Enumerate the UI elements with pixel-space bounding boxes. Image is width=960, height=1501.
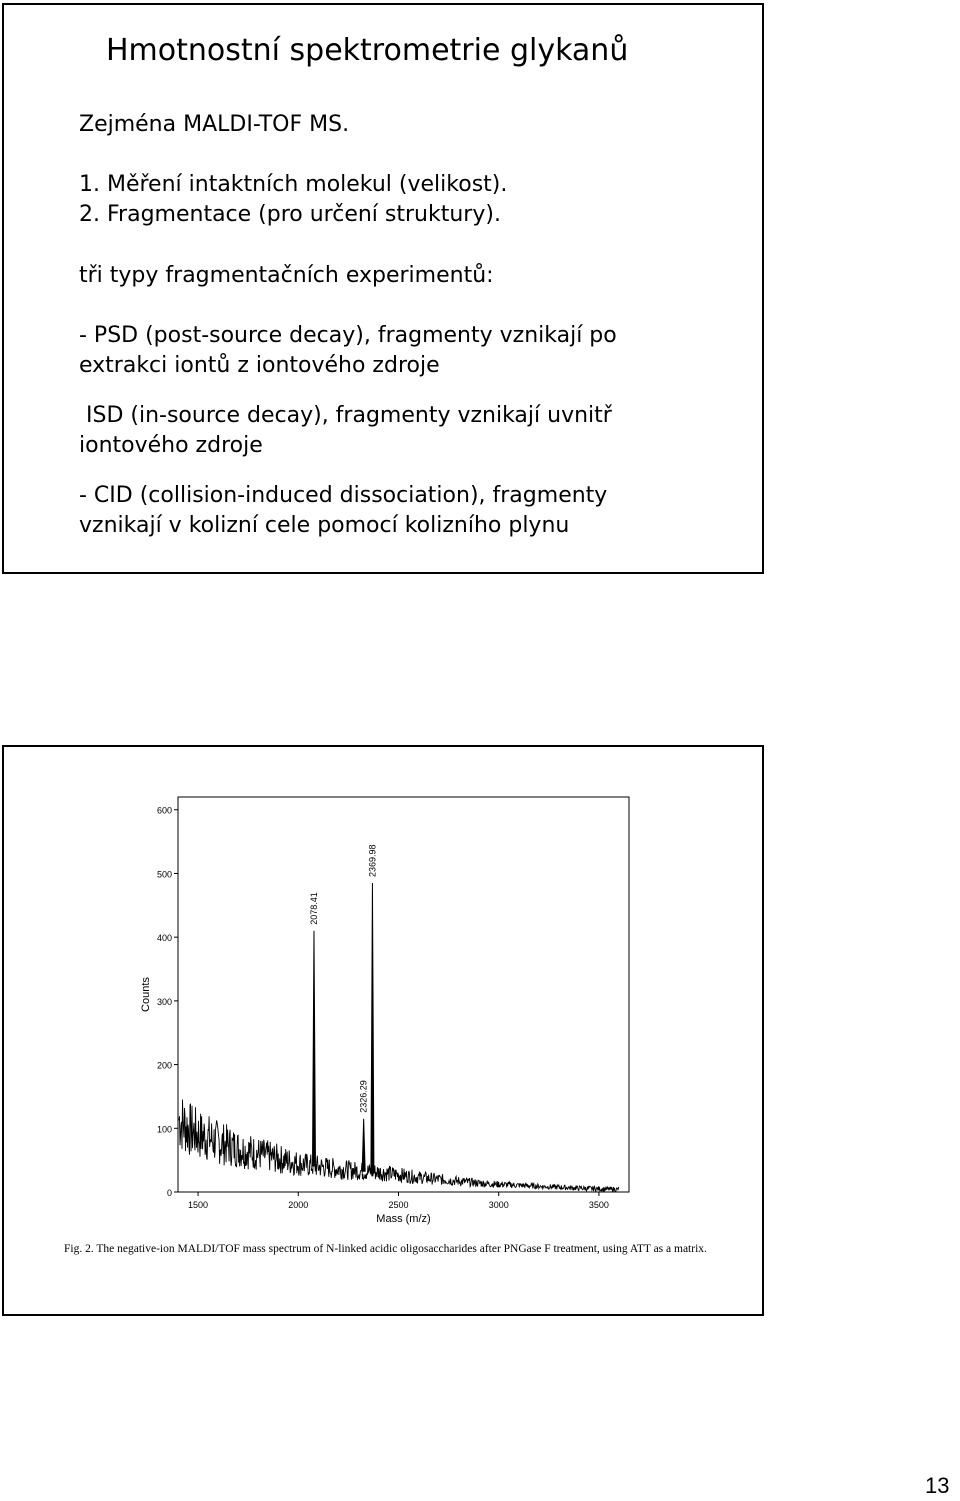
peak-label: 2326.29 — [358, 1080, 369, 1113]
slide-1 — [2, 3, 764, 574]
text-line: - PSD (post-source decay), fragmenty vznikají po — [79, 323, 617, 348]
text-line: 2. Fragmentace (pro určení struktury). — [79, 202, 501, 227]
peak-label: 2369.98 — [367, 844, 378, 878]
x-tick-label: 2500 — [388, 1200, 409, 1210]
text-line: 1. Měření intaktních molekul (velikost). — [79, 172, 508, 197]
plot-frame — [178, 797, 629, 1192]
mass-spectrum-chart — [4, 747, 762, 1237]
slide-title: Hmotnostní spektrometrie glykanů — [106, 33, 629, 68]
page-number: 13 — [925, 1473, 950, 1498]
text-line: vznikají v kolizní cele pomocí kolizního plynu — [79, 513, 570, 538]
y-tick-label: 500 — [156, 869, 172, 880]
x-tick-label: 2000 — [288, 1200, 309, 1210]
spectrum-noise-line — [179, 1100, 619, 1192]
text-line: Zejména MALDI-TOF MS. — [79, 112, 350, 137]
spectrum-peak — [312, 931, 315, 1166]
text-line: iontového zdroje — [79, 433, 263, 458]
spectrum-peak — [362, 1119, 365, 1172]
text-line: ISD (in-source decay), fragmenty vznikají uvnitř — [79, 403, 612, 428]
text-line: tři typy fragmentačních experimentů: — [79, 263, 494, 288]
y-tick-label: 300 — [156, 996, 172, 1007]
peak-label: 2078.41 — [308, 892, 319, 925]
y-axis-label: Counts — [140, 977, 152, 1012]
figure-caption: Fig. 2. The negative-ion MALDI/TOF mass spectrum of N-linked acidic oligosaccharides after PNGase F treatment, using ATT as a matrix. — [64, 1243, 707, 1255]
x-tick-label: 1500 — [188, 1200, 209, 1210]
y-tick-label: 200 — [156, 1060, 172, 1071]
y-tick-label: 600 — [156, 805, 172, 816]
y-tick-label: 100 — [156, 1124, 172, 1135]
chart-labels — [140, 806, 609, 1225]
x-axis-label: Mass (m/z) — [376, 1213, 431, 1225]
spectrum-trace — [179, 883, 619, 1192]
spectrum-peak — [371, 883, 374, 1172]
y-tick-label: 400 — [156, 933, 172, 944]
slide-2 — [2, 745, 764, 1316]
chart-axes — [174, 797, 629, 1196]
x-tick-label: 3500 — [588, 1200, 609, 1210]
y-tick-label: 0 — [166, 1188, 172, 1198]
text-line: extrakci iontů z iontového zdroje — [79, 353, 440, 378]
x-tick-label: 3000 — [488, 1200, 509, 1210]
text-line: - CID (collision-induced dissociation), fragmenty — [79, 483, 608, 508]
